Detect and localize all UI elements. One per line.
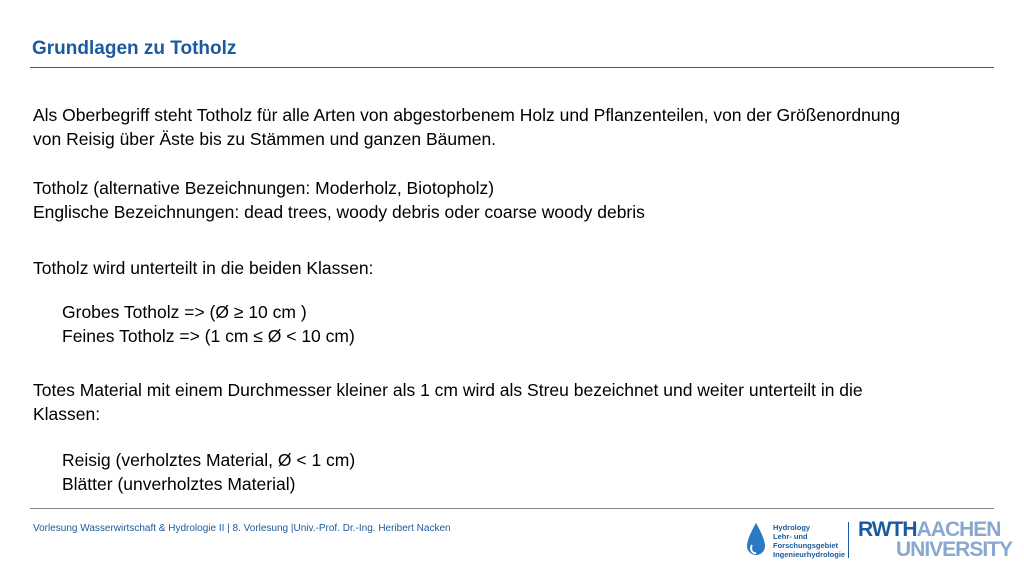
rwth-logo-aachen: AACHEN (916, 518, 1001, 541)
rwth-logo (858, 518, 1013, 562)
class-list (33, 300, 355, 348)
litter-item-leaves: Blätter (unverholztes Material) (62, 474, 296, 494)
class-item-fine: Feines Totholz => (1 cm ≤ Ø < 10 cm) (62, 326, 355, 346)
hydro-line: Lehr- und (773, 532, 808, 541)
rwth-logo-rwth: RWTH (858, 518, 917, 541)
hydrology-logo (745, 520, 855, 562)
title-divider (30, 67, 994, 68)
slide-title: Grundlagen zu Totholz (32, 38, 237, 59)
text-line: Totes Material mit einem Durchmesser kleiner als 1 cm wird als Streu bezeichnet und weiter unterteilt in die (33, 380, 863, 400)
footer-divider (30, 508, 994, 509)
text-line: Klassen: (33, 404, 101, 424)
litter-list (33, 448, 355, 496)
paragraph-litter (33, 378, 863, 426)
water-drop-icon (745, 521, 767, 559)
class-item-coarse: Grobes Totholz => (Ø ≥ 10 cm ) (62, 302, 307, 322)
rwth-logo-line1 (858, 520, 1000, 540)
hydrology-logo-text (773, 523, 845, 559)
text-line: Als Oberbegriff steht Totholz für alle Arten von abgestorbenem Holz und Pflanzenteilen, von der Größenordnung (33, 105, 901, 125)
text-line: von Reisig über Äste bis zu Stämmen und ganzen Bäumen. (33, 129, 497, 149)
hydro-line: Hydrology (773, 523, 811, 532)
paragraph-definition (33, 103, 900, 151)
logo-divider (848, 522, 849, 558)
paragraph-classes (33, 256, 373, 280)
footer-text: Vorlesung Wasserwirtschaft & Hydrologie II | 8. Vorlesung |Univ.-Prof. Dr.-Ing. Heribert Nacken (33, 523, 451, 534)
rwth-logo-university: UNIVERSITY (896, 538, 1013, 561)
text-line: Totholz (alternative Bezeichnungen: Moderholz, Biotopholz) (33, 178, 495, 198)
hydro-line: Forschungsgebiet (773, 541, 839, 550)
litter-item-twigs: Reisig (verholztes Material, Ø < 1 cm) (62, 450, 356, 470)
text-line: Englische Bezeichnungen: dead trees, woody debris oder coarse woody debris (33, 202, 645, 222)
paragraph-synonyms (33, 176, 645, 224)
hydro-line: Ingenieurhydrologie (773, 550, 846, 559)
text-line: Totholz wird unterteilt in die beiden Klassen: (33, 258, 374, 278)
